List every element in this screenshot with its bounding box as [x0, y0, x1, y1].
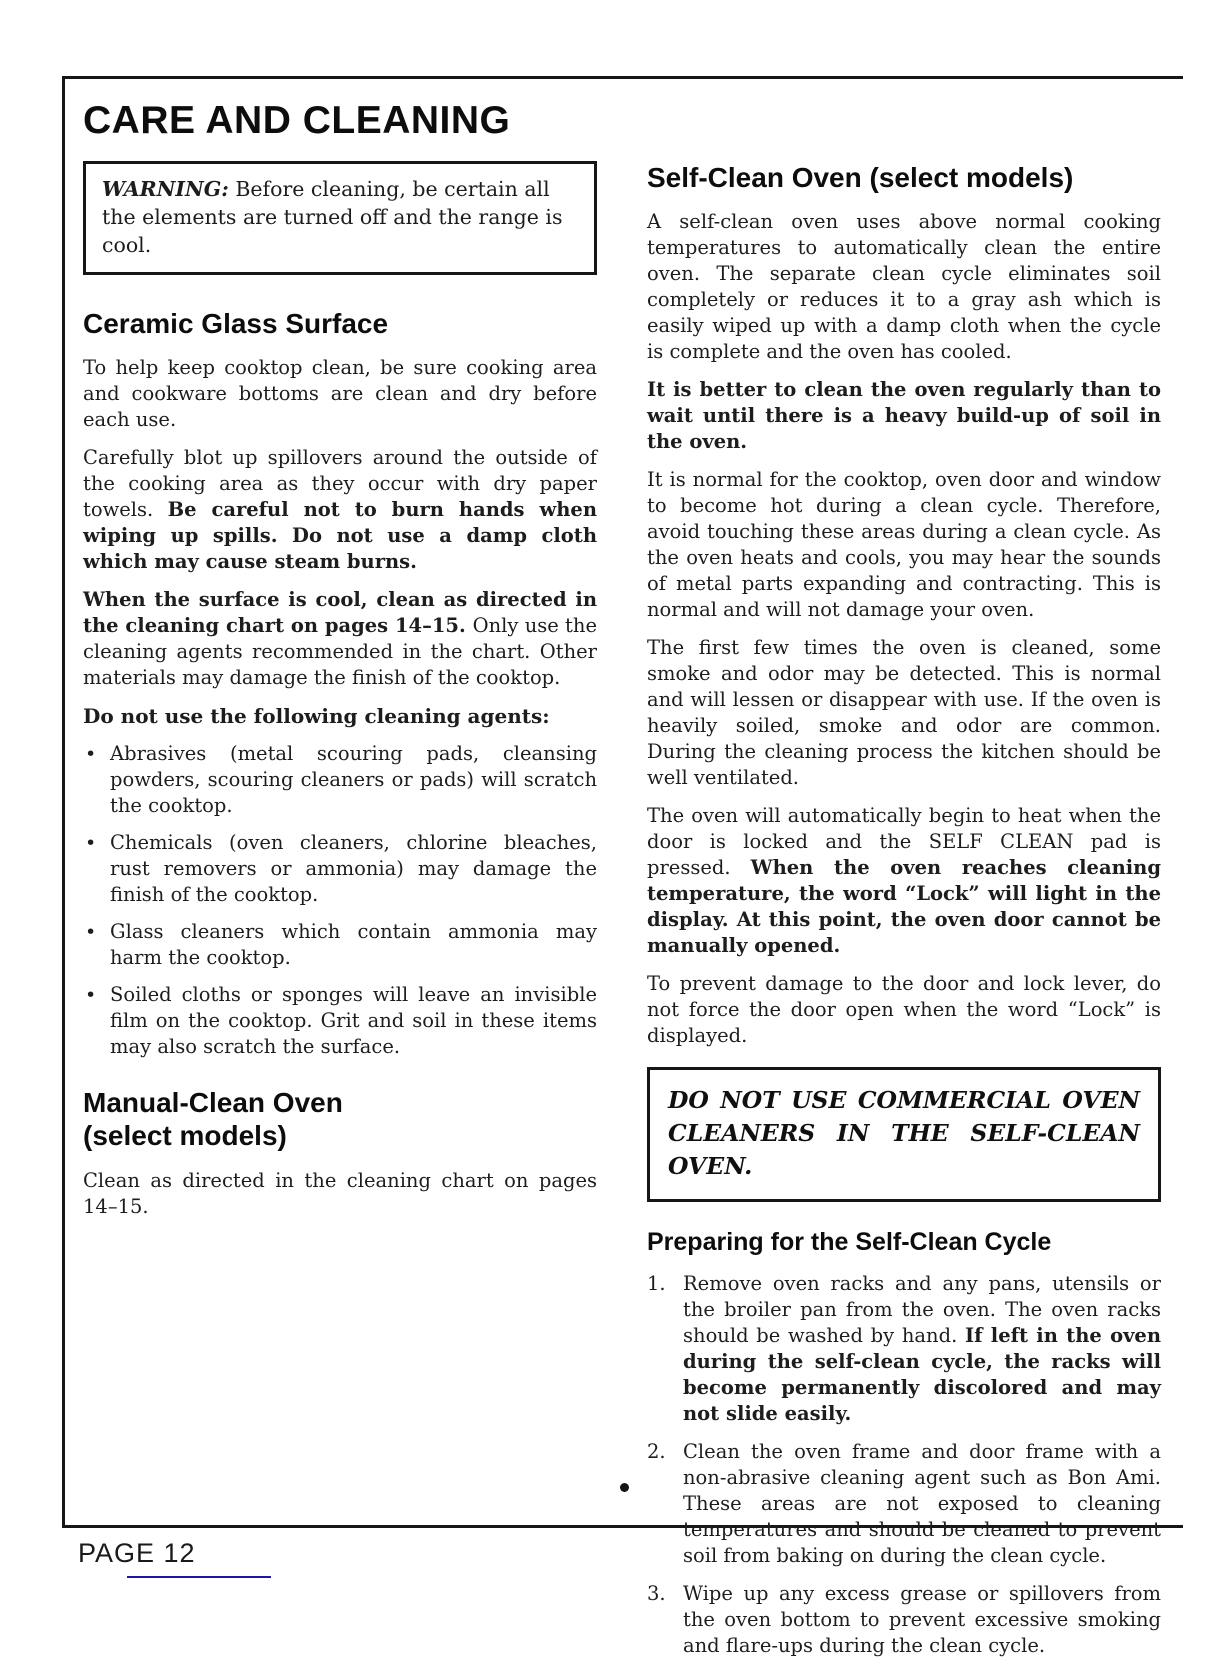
list-item [83, 919, 597, 971]
heading-self-clean-oven: Self-Clean Oven (select models) [647, 162, 1074, 193]
bullet-text-soiled-cloths: Soiled cloths or sponges will leave an invisible film on the cooktop. Grit and soil in these items may also scratch the surface. [110, 983, 597, 1058]
ceramic-p2-bold: Be careful not to burn hands when wiping up spills. Do not use a damp cloth which may cause steam burns. [83, 498, 598, 573]
list-item [83, 982, 597, 1060]
right-column [647, 161, 1161, 1671]
self-clean-paragraph-1: A self-clean oven uses above normal cooking temperatures to automatically clean the entire oven. The separate clean cycle eliminates soil completely or reduces it to a gray ash which is easily wiped up with a damp cloth when the cycle is complete and the oven has cooled. [647, 210, 1161, 363]
step-number: 3. [647, 1582, 666, 1605]
self-clean-p2-bold: It is better to clean the oven regularly than to wait until there is a heavy build-up of soil in the oven. [647, 378, 1161, 453]
ceramic-p2-normal: Carefully blot up spillovers around the outside of the cooking area as they occur with dry paper towels. [83, 446, 597, 521]
self-clean-paragraph-4: The first few times the oven is cleaned, some smoke and odor may be detected. This is normal and will lessen or disappear with use. If the oven is heavily soiled, smoke and odor are common. During the cleaning process the kitchen should be well ventilated. [647, 636, 1161, 789]
step-3-normal: Wipe up any excess grease or spillovers from the oven bottom to prevent excessive smoking and flare-ups during the clean cycle. [683, 1582, 1161, 1657]
bullet-icon: • [85, 743, 97, 765]
ceramic-p3-normal: Only use the cleaning agents recommended in the chart. Other materials may damage the finish of the cooktop. [83, 614, 597, 689]
warning-text [102, 175, 578, 259]
ceramic-paragraph-1: To help keep cooktop clean, be sure cooking area and cookware bottoms are clean and dry before each use. [83, 356, 597, 431]
page-number: PAGE 12 [78, 1538, 196, 1568]
bullet-icon: • [85, 832, 97, 854]
left-column [83, 99, 597, 1232]
ceramic-paragraph-3 [83, 587, 597, 691]
page-title: CARE AND CLEANING [83, 99, 511, 142]
heading-preparing-self-clean-cycle: Preparing for the Self-Clean Cycle [647, 1228, 1052, 1256]
step-number: 1. [647, 1272, 666, 1295]
self-clean-p5-normal: The oven will automatically begin to heat when the door is locked and the SELF CLEAN pad is pressed. [647, 804, 1161, 879]
cleaning-agents-lead: Do not use the following cleaning agents: [83, 704, 550, 728]
self-clean-p5-bold: When the oven reaches cleaning temperature, the word “Lock” will light in the display. At this point, the oven door cannot be manually opened. [647, 856, 1161, 957]
self-clean-paragraph-3: It is normal for the cooktop, oven door and window to become hot during a clean cycle. Therefore, avoid touching these areas during a clean cycle. As the oven heats and cools, you may hear the sounds of metal parts expanding and contracting. This is normal and will not damage your oven. [647, 468, 1161, 621]
heading-ceramic-glass-surface: Ceramic Glass Surface [83, 308, 389, 339]
warning-body: Before cleaning, be certain all the elements are turned off and the range is cool. [102, 177, 563, 257]
commercial-cleaners-warning-box [647, 1067, 1161, 1202]
list-item [647, 1271, 1161, 1427]
step-number: 2. [647, 1440, 666, 1463]
self-clean-paragraph-6: To prevent damage to the door and lock lever, do not force the door open when the word “Lock” is displayed. [647, 972, 1161, 1047]
self-clean-paragraph-2 [647, 377, 1161, 455]
stray-mark [620, 1483, 629, 1492]
heading-manual-clean-oven [83, 1086, 597, 1152]
manual-clean-heading-line2: (select models) [83, 1120, 287, 1151]
step-1-normal: Remove oven racks and any pans, utensils or the broiler pan from the oven. The oven racks should be washed by hand. [683, 1272, 1161, 1347]
bullet-text-chemicals: Chemicals (oven cleaners, chlorine bleaches, rust removers or ammonia) may damage the finish of the cooktop. [110, 831, 597, 906]
bullet-text-glass-cleaners: Glass cleaners which contain ammonia may harm the cooktop. [110, 920, 597, 969]
footer [78, 1538, 196, 1569]
self-clean-paragraph-5 [647, 803, 1161, 959]
list-item [647, 1439, 1161, 1569]
footer-underline [127, 1576, 271, 1578]
step-1-bold: If left in the oven during the self-clean cycle, the racks will become permanently discolored and may not slide easily. [683, 1324, 1161, 1425]
bullet-icon: • [85, 921, 97, 943]
warning-label: WARNING: [102, 177, 229, 201]
step-text-remove-racks [683, 1271, 1161, 1427]
warning-box [83, 161, 597, 275]
bullet-text-abrasives: Abrasives (metal scouring pads, cleansing powders, scouring cleaners or pads) will scratch the cooktop. [110, 742, 597, 817]
step-2-normal: Clean the oven frame and door frame with a non-abrasive cleaning agent such as Bon Ami. These areas are not exposed to cleaning temperatures and should be cleaned to prevent soil from baking on during the clean cycle. [683, 1440, 1161, 1567]
commercial-cleaners-warning-text: DO NOT USE COMMERCIAL OVEN CLEANERS IN THE SELF-CLEAN OVEN. [668, 1086, 1140, 1180]
list-item [83, 741, 597, 819]
step-text-clean-frames [683, 1439, 1161, 1569]
cleaning-agents-list [83, 741, 597, 1060]
step-text-wipe-grease [683, 1581, 1161, 1659]
ceramic-paragraph-2 [83, 445, 597, 575]
preparing-steps-list [647, 1271, 1161, 1659]
list-item [647, 1581, 1161, 1659]
manual-clean-heading-line1: Manual-Clean Oven [83, 1087, 343, 1118]
ceramic-p3-bold: When the surface is cool, clean as directed in the cleaning chart on pages 14–15. [83, 588, 597, 637]
manual-clean-body: Clean as directed in the cleaning chart on pages 14–15. [83, 1169, 597, 1218]
bullet-icon: • [85, 984, 97, 1006]
list-item [83, 830, 597, 908]
